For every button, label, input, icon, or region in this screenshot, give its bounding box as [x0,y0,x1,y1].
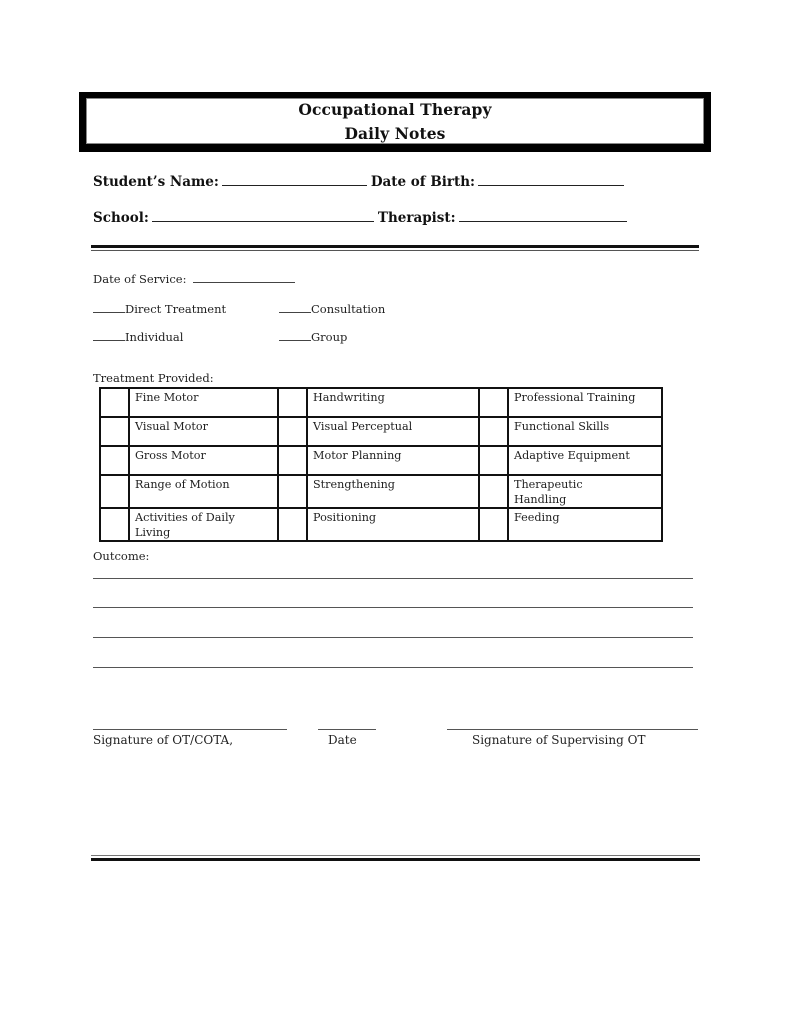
outcome-label: Outcome: [93,549,150,563]
table-row [100,388,662,417]
group-blank[interactable] [279,329,311,341]
footer-divider-thick [91,858,700,861]
school-field[interactable] [152,208,374,222]
option-direct-treatment[interactable] [93,301,226,316]
therapist-field[interactable] [459,208,627,222]
checkbox-range-of-motion[interactable] [100,475,129,508]
option-consultation[interactable] [279,301,385,316]
supervisor-signature-line[interactable] [447,729,698,730]
date-signature-line[interactable] [318,729,376,730]
checkbox-fine-motor[interactable] [100,388,129,417]
ot-signature-label: Signature of OT/COTA, [93,733,234,747]
checkbox-gross-motor[interactable] [100,446,129,475]
student-info-row-2 [93,208,631,226]
direct-treatment-label: Direct Treatment [125,302,227,316]
direct-treatment-blank[interactable] [93,301,125,313]
dob-label: Date of Birth: [370,174,476,190]
treatment-table [99,387,663,542]
table-row [100,446,662,475]
title-box [79,92,711,152]
checkbox-therapeutic-handling[interactable] [479,475,508,508]
consultation-label: Consultation [311,302,386,316]
ot-signature-line[interactable] [93,729,287,730]
checkbox-visual-motor[interactable] [100,417,129,446]
treatment-item: Positioning [307,508,479,541]
outcome-line-2[interactable] [93,607,693,608]
treatment-item: Handwriting [307,388,479,417]
form-title: Occupational Therapy [298,100,492,119]
checkbox-visual-perceptual[interactable] [278,417,307,446]
student-info-row-1 [93,172,628,190]
date-of-service-row [93,271,295,286]
checkbox-adaptive-equipment[interactable] [479,446,508,475]
header-divider-thick [91,245,699,248]
individual-blank[interactable] [93,329,125,341]
checkbox-functional-skills[interactable] [479,417,508,446]
treatment-item: Professional Training [508,388,662,417]
treatment-item: Range of Motion [129,475,278,508]
date-of-service-field[interactable] [193,271,295,283]
supervisor-signature-label: Signature of Supervising OT [472,733,646,747]
outcome-line-3[interactable] [93,637,693,638]
treatment-item: Therapeutic Handling [508,475,662,508]
footer-divider-thin [91,855,700,856]
checkbox-activities-of-daily-living[interactable] [100,508,129,541]
individual-label: Individual [125,330,184,344]
treatment-item: Adaptive Equipment [508,446,662,475]
therapist-label: Therapist: [377,210,456,226]
treatment-item: Visual Perceptual [307,417,479,446]
consultation-blank[interactable] [279,301,311,313]
treatment-item: Strengthening [307,475,479,508]
dob-field[interactable] [478,172,624,186]
treatment-provided-label: Treatment Provided: [93,371,214,385]
checkbox-strengthening[interactable] [278,475,307,508]
checkbox-professional-training[interactable] [479,388,508,417]
outcome-line-4[interactable] [93,667,693,668]
outcome-line-1[interactable] [93,578,693,579]
title-inner [86,98,704,144]
checkbox-feeding[interactable] [479,508,508,541]
checkbox-handwriting[interactable] [278,388,307,417]
treatment-item: Activities of Daily Living [129,508,278,541]
date-of-service-label: Date of Service: [93,272,187,286]
date-label: Date [328,733,357,747]
checkbox-positioning[interactable] [278,508,307,541]
group-label: Group [311,330,348,344]
table-row [100,475,662,508]
treatment-item: Fine Motor [129,388,278,417]
treatment-item: Visual Motor [129,417,278,446]
treatment-item: Feeding [508,508,662,541]
header-divider-thin [91,250,699,251]
school-label: School: [93,210,149,226]
treatment-item: Motor Planning [307,446,479,475]
treatment-item: Gross Motor [129,446,278,475]
checkbox-motor-planning[interactable] [278,446,307,475]
treatment-item: Functional Skills [508,417,662,446]
student-name-label: Student’s Name: [93,174,219,190]
option-individual[interactable] [93,329,183,344]
table-row [100,417,662,446]
option-group[interactable] [279,329,347,344]
student-name-field[interactable] [222,172,367,186]
form-subtitle: Daily Notes [344,124,446,143]
table-row [100,508,662,541]
